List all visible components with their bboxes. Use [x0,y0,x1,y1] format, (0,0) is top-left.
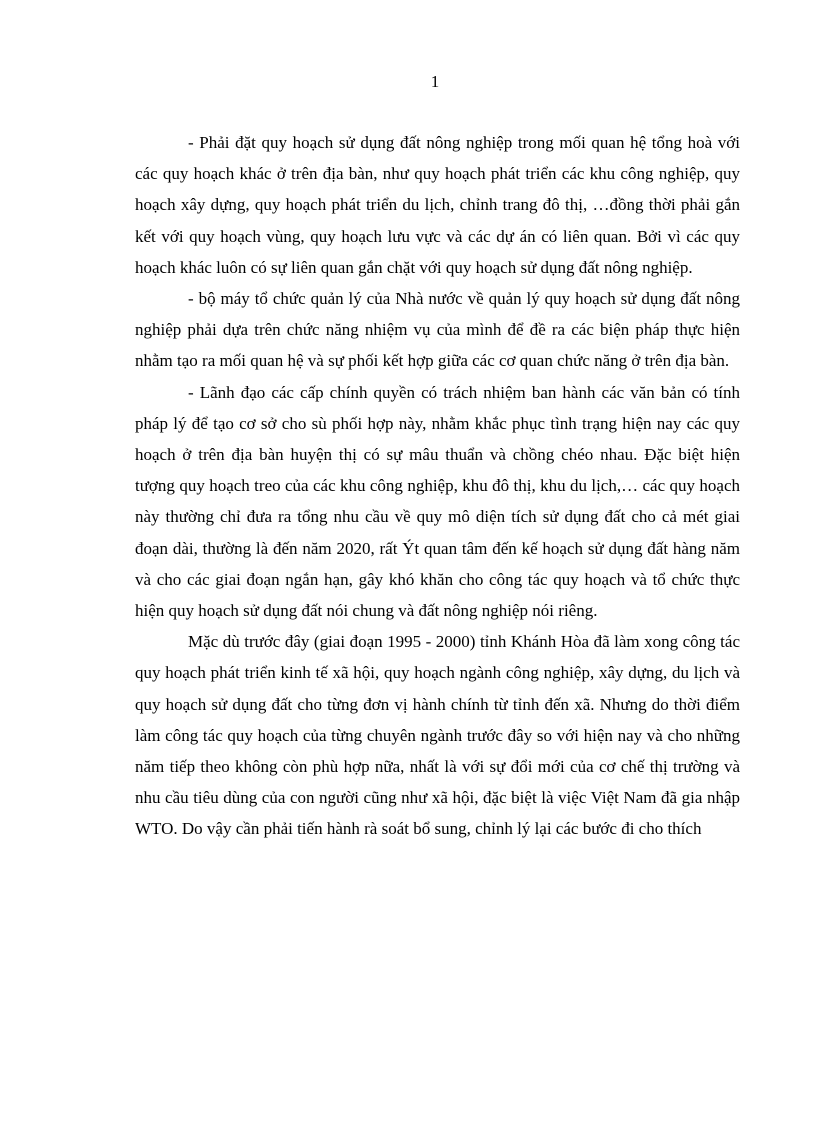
paragraph-state-management-apparatus: - bộ máy tổ chức quản lý của Nhà nước về quản lý quy hoạch sử dụng đất nông nghiệp phải dựa trên chức năng nhiệm vụ của mình để đề ra các biện pháp thực hiện nhằm tạo ra mối quan hệ và sự phối kết hợp giữa các cơ quan chức năng ở trên địa bàn. [135,289,740,371]
paragraph-khanh-hoa-planning: Mặc dù trước đây (giai đoạn 1995 - 2000) tỉnh Khánh Hòa đã làm xong công tác quy hoạch phát triển kinh tế xã hội, quy hoạch ngành công nghiệp, xây dựng, du lịch và quy hoạch sử dụng đất cho từng đơn vị hành chính từ tỉnh đến xã. Nhưng do thời điểm làm công tác quy hoạch của từng chuyên ngành trước đây so với hiện nay và cho những năm tiếp theo không còn phù hợp nữa, nhất là với sự đổi mới của cơ chế thị trường và nhu cầu tiêu dùng của con người cũng như xã hội, đặc biệt là việc Việt Nam đã gia nhập WTO. Do vậy cần phải tiến hành rà soát bổ sung, chỉnh lý lại các bước đi cho thích [135,632,740,839]
page-number: 1 [430,72,440,91]
paragraph-authority-leadership: - Lãnh đạo các cấp chính quyền có trách nhiệm ban hành các văn bản có tính pháp lý để tạo cơ sở cho sù phối hợp này, nhằm khắc phục tình trạng hiện nay các quy hoạch ở trên địa bàn huyện thị có sự mâu thuẩn và chồng chéo nhau. Đặc biệt hiện tượng quy hoạch treo của các khu công nghiệp, khu đô thị, khu du lịch,… các quy hoạch này thường chỉ đưa ra tổng nhu cầu về quy mô diện tích sử dụng đất cho cả mét giai đoạn dài, thường là đến năm 2020, rất Ýt quan tâm đến kế hoạch sử dụng đất hàng năm và cho các giai đoạn ngắn hạn, gây khó khăn cho công tác quy hoạch và tổ chức thực hiện quy hoạch sử dụng đất nói chung và đất nông nghiệp nói riêng. [135,382,740,621]
body-text [135,127,740,845]
paragraph-land-planning-integration: - Phải đặt quy hoạch sử dụng đất nông nghiệp trong mối quan hệ tổng hoà với các quy hoạch khác ở trên địa bàn, như quy hoạch phát triển các khu công nghiệp, quy hoạch xây dựng, quy hoạch phát triển du lịch, chỉnh trang đô thị, …đồng thời phải gắn kết với quy hoạch vùng, quy hoạch lưu vực và các dự án có liên quan. Bởi vì các quy hoạch khác luôn có sự liên quan gắn chặt với quy hoạch sử dụng đất nông nghiệp. [135,133,740,277]
